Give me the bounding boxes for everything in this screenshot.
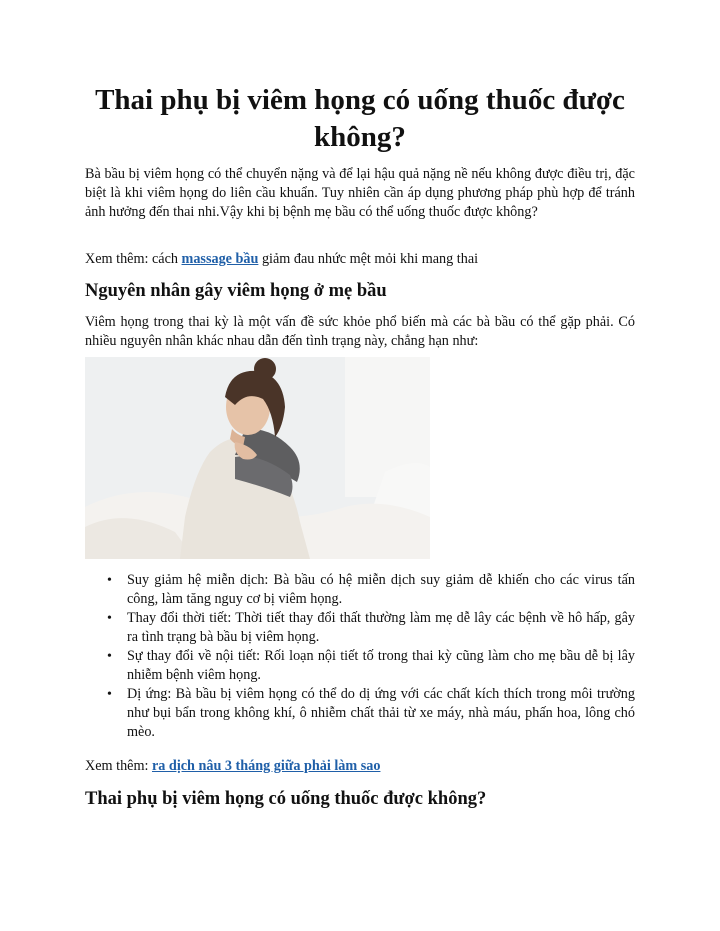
woman-sore-throat-photo bbox=[85, 357, 430, 559]
intro-paragraph: Bà bầu bị viêm họng có thể chuyển nặng và để lại hậu quả nặng nề nếu không được điều trị, đặc biệt là khi viêm họng do liên cầu khuẩn. Tuy nhiên cần áp dụng phương pháp phù hợp để tránh ảnh hưởng đến thai nhi.Vậy khi bị bệnh mẹ bầu có thể uống thuốc được không? bbox=[85, 166, 635, 220]
list-item bbox=[85, 647, 635, 685]
list-item-text: Dị ứng: Bà bầu bị viêm họng có thể do dị ứng với các chất kích thích trong môi trường như bụi bẩn trong không khí, ô nhiễm chất thải từ xe máy, nhà máu, phấn hoa, lông chó mèo. bbox=[127, 686, 635, 740]
see-more-suffix: giảm đau nhức mệt mỏi khi mang thai bbox=[258, 251, 479, 267]
list-item-text: Thay đổi thời tiết: Thời tiết thay đổi thất thường làm mẹ dễ lây các bệnh về hô hấp, gây ra tình trạng bà bầu bị viêm họng. bbox=[127, 610, 635, 645]
see-more-brown-discharge bbox=[85, 757, 635, 776]
list-item bbox=[85, 571, 635, 609]
list-item bbox=[85, 609, 635, 647]
list-item-text: Suy giảm hệ miễn dịch: Bà bầu có hệ miễn dịch suy giảm dễ khiến cho các virus tấn công, làm tăng nguy cơ bị viêm họng. bbox=[127, 572, 635, 607]
section-heading-medication: Thai phụ bị viêm họng có uống thuốc được không? bbox=[85, 789, 487, 809]
see-more-massage bbox=[85, 250, 635, 269]
list-item-text: Sự thay đổi về nội tiết: Rối loạn nội tiết tố trong thai kỳ cũng làm cho mẹ bầu dễ bị lây nhiễm bệnh viêm họng. bbox=[127, 648, 635, 683]
list-item bbox=[85, 685, 635, 742]
ra-dich-nau-link[interactable]: ra dịch nâu 3 tháng giữa phải làm sao bbox=[151, 758, 381, 774]
bullet-icon: • bbox=[107, 611, 112, 626]
bullet-icon: • bbox=[107, 687, 112, 702]
causes-list bbox=[85, 571, 635, 742]
causes-paragraph: Viêm họng trong thai kỳ là một vấn đề sức khỏe phổ biến mà các bà bầu có thể gặp phải. Có nhiều nguyên nhân khác nhau dẫn đến tình trạng này, chẳng hạn như: bbox=[85, 314, 635, 349]
see-more-prefix: Xem thêm: bbox=[85, 758, 152, 774]
massage-bau-link[interactable]: massage bầu bbox=[181, 251, 259, 267]
page-title: Thai phụ bị viêm họng có uống thuốc được không? bbox=[95, 84, 625, 153]
bullet-icon: • bbox=[107, 649, 112, 664]
bullet-icon: • bbox=[107, 573, 112, 588]
see-more-prefix: Xem thêm: cách bbox=[85, 251, 182, 267]
section-heading-causes: Nguyên nhân gây viêm họng ở mẹ bầu bbox=[85, 281, 387, 301]
